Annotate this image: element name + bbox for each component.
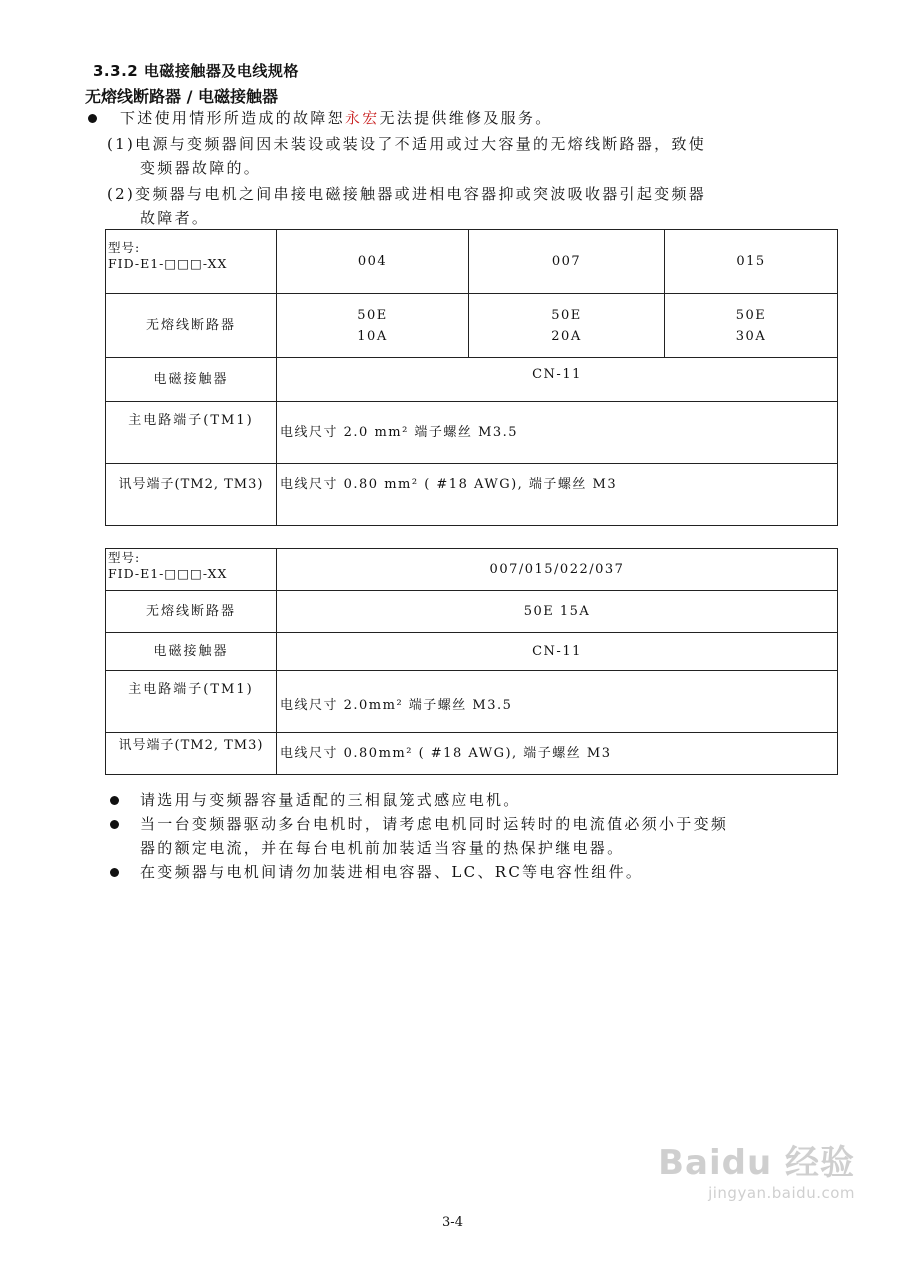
section-heading: 3.3.2 电磁接触器及电线规格: [93, 62, 299, 80]
contactor-label: 电磁接触器: [106, 358, 277, 402]
intro-pre: 下述使用情形所造成的故障恕: [120, 109, 345, 127]
note-1: 请选用与变频器容量适配的三相鼠笼式感应电机。: [140, 791, 521, 809]
table-row: [106, 294, 838, 358]
model-label: 型号:: [108, 550, 141, 565]
table-row: [106, 402, 838, 464]
intro-item-1-line-2: 变频器故障的。: [140, 159, 262, 177]
main-terminal-label: 主电路端子(TM1): [106, 671, 277, 733]
note-3: 在变频器与电机间请勿加装进相电容器、LC、RC等电容性组件。: [140, 863, 644, 881]
table-row: [106, 549, 838, 591]
model-label-cell: [106, 549, 277, 591]
breaker-cell: [665, 294, 838, 358]
watermark: [658, 1135, 855, 1202]
model-label-cell: [106, 230, 277, 294]
main-terminal-value: 电线尺寸 2.0mm² 端子螺丝 M3.5: [277, 671, 838, 733]
model-007: 007: [469, 230, 665, 294]
intro-item-2-line-1: (2)变频器与电机之间串接电磁接触器或进相电容器抑或突波吸收器引起变频器: [107, 185, 707, 203]
intro-item-1-line-1: (1)电源与变频器间因未装设或装设了不适用或过大容量的无熔线断路器，致使: [107, 135, 707, 153]
spec-table-2: [105, 548, 838, 775]
breaker-label: 无熔线断路器: [106, 591, 277, 633]
model-015: 015: [665, 230, 838, 294]
table-row: [106, 733, 838, 775]
bullet-icon: [110, 868, 119, 877]
breaker-cell: [277, 294, 469, 358]
contactor-label: 电磁接触器: [106, 633, 277, 671]
table-row: [106, 633, 838, 671]
model-code: FID-E1-□□□-XX: [108, 566, 228, 581]
breaker-type: 50E: [357, 307, 388, 323]
breaker-amp: 30A: [735, 328, 767, 344]
note-2-line-1: 当一台变频器驱动多台电机时，请考虑电机同时运转时的电流值必须小于变频: [140, 815, 729, 833]
main-terminal-label: 主电路端子(TM1): [106, 402, 277, 464]
signal-terminal-value: 电线尺寸 0.80mm² ( #18 AWG), 端子螺丝 M3: [277, 733, 838, 775]
signal-terminal-value: 电线尺寸 0.80 mm² ( #18 AWG), 端子螺丝 M3: [277, 464, 838, 526]
contactor-value: CN-11: [277, 358, 838, 402]
table-row: [106, 358, 838, 402]
breaker-cell: [469, 294, 665, 358]
signal-terminal-label: 讯号端子(TM2, TM3): [106, 464, 277, 526]
breaker-amp: 10A: [357, 328, 388, 344]
signal-terminal-label: 讯号端子(TM2, TM3): [106, 733, 277, 775]
table-row: [106, 591, 838, 633]
page-number: 3-4: [442, 1215, 463, 1230]
intro-item-2-line-2: 故障者。: [140, 209, 210, 227]
model-list: 007/015/022/037: [277, 549, 838, 591]
table-row: [106, 671, 838, 733]
intro-line: [120, 107, 553, 128]
bullet-icon: [110, 796, 119, 805]
breaker-label: 无熔线断路器: [106, 294, 277, 358]
watermark-logo: Baidu 经验: [658, 1143, 855, 1183]
watermark-url: jingyan.baidu.com: [708, 1184, 855, 1202]
main-terminal-value: 电线尺寸 2.0 mm² 端子螺丝 M3.5: [277, 402, 838, 464]
note-2-line-2: 器的额定电流，并在每台电机前加装适当容量的热保护继电器。: [140, 839, 625, 857]
bullet-icon: [88, 114, 97, 123]
contactor-value: CN-11: [277, 633, 838, 671]
model-code: FID-E1-□□□-XX: [108, 256, 228, 271]
breaker-type: 50E: [735, 307, 767, 323]
intro-post: 无法提供维修及服务。: [379, 109, 553, 127]
breaker-value: 50E 15A: [277, 591, 838, 633]
brand-name: 永宏: [344, 109, 380, 127]
breaker-type: 50E: [551, 307, 582, 323]
table-row: [106, 230, 838, 294]
table-row: [106, 464, 838, 526]
bullet-icon: [110, 820, 119, 829]
spec-table-1: [105, 229, 838, 526]
model-label: 型号:: [108, 240, 141, 255]
breaker-amp: 20A: [551, 328, 582, 344]
section-subtitle: 无熔线断路器 / 电磁接触器: [85, 87, 278, 106]
model-004: 004: [277, 230, 469, 294]
